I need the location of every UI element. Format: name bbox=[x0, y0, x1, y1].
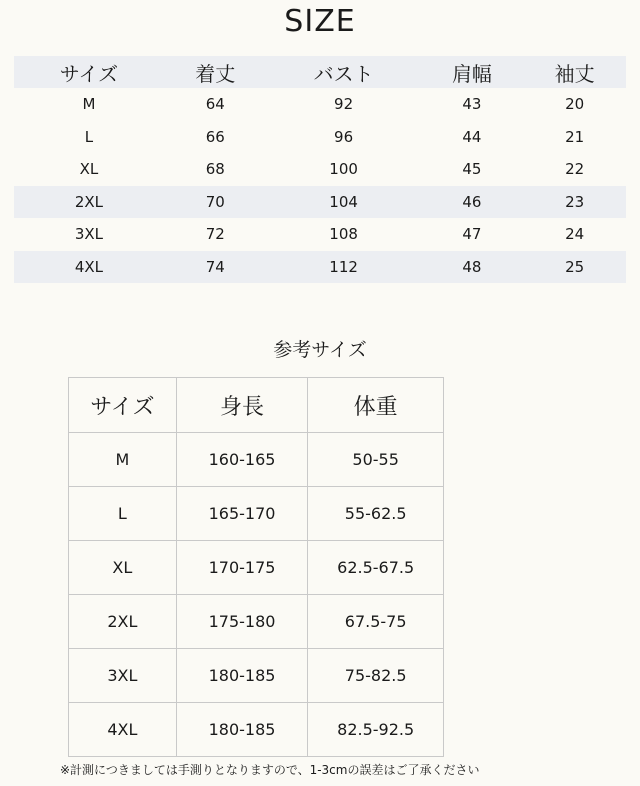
table-row bbox=[14, 251, 626, 284]
cell-height: 165-170 bbox=[176, 487, 308, 541]
cell-sleeve: 25 bbox=[523, 251, 626, 284]
table-row bbox=[14, 186, 626, 219]
header-size: サイズ bbox=[69, 378, 177, 433]
cell-size: M bbox=[82, 95, 96, 114]
cell-shoulder: 44 bbox=[462, 127, 482, 146]
table-row bbox=[14, 121, 626, 154]
header-size: サイズ bbox=[14, 56, 164, 88]
cell-bust: 112 bbox=[267, 251, 421, 284]
cell-weight: 67.5-75 bbox=[308, 595, 444, 649]
reference-table-header bbox=[69, 378, 444, 433]
cell-sleeve: 22 bbox=[565, 160, 585, 179]
cell-shoulder: 45 bbox=[462, 160, 482, 179]
cell-size: 3XL bbox=[69, 649, 177, 703]
reference-table bbox=[68, 377, 444, 757]
cell-height: 180-185 bbox=[176, 649, 308, 703]
cell-size: 3XL bbox=[74, 225, 104, 244]
table-row bbox=[69, 541, 444, 595]
reference-title: 参考サイズ bbox=[273, 339, 367, 361]
header-bust: バスト bbox=[267, 56, 421, 88]
cell-length: 64 bbox=[205, 95, 225, 114]
cell-weight: 62.5-67.5 bbox=[308, 541, 444, 595]
cell-size: M bbox=[69, 433, 177, 487]
cell-size: 2XL bbox=[14, 186, 164, 219]
header-length: 着丈 bbox=[164, 56, 267, 88]
cell-length: 68 bbox=[205, 160, 225, 179]
cell-height: 170-175 bbox=[176, 541, 308, 595]
cell-shoulder: 46 bbox=[421, 186, 524, 219]
table-row bbox=[14, 88, 626, 121]
cell-weight: 55-62.5 bbox=[308, 487, 444, 541]
table-row bbox=[69, 433, 444, 487]
cell-sleeve: 21 bbox=[565, 127, 585, 146]
cell-size: 2XL bbox=[69, 595, 177, 649]
table-row bbox=[69, 595, 444, 649]
cell-sleeve: 20 bbox=[565, 95, 585, 114]
table-row bbox=[14, 218, 626, 251]
cell-shoulder: 47 bbox=[462, 225, 482, 244]
size-table bbox=[14, 56, 626, 283]
cell-sleeve: 23 bbox=[523, 186, 626, 219]
cell-size: XL bbox=[79, 160, 99, 179]
cell-bust: 92 bbox=[334, 95, 354, 114]
page-title: SIZE bbox=[284, 4, 356, 39]
table-row bbox=[69, 703, 444, 757]
cell-size: XL bbox=[69, 541, 177, 595]
header-shoulder: 肩幅 bbox=[421, 56, 524, 88]
cell-height: 160-165 bbox=[176, 433, 308, 487]
header-weight: 体重 bbox=[308, 378, 444, 433]
cell-size: 4XL bbox=[69, 703, 177, 757]
cell-weight: 82.5-92.5 bbox=[308, 703, 444, 757]
cell-length: 72 bbox=[205, 225, 225, 244]
cell-shoulder: 43 bbox=[462, 95, 482, 114]
cell-length: 74 bbox=[164, 251, 267, 284]
cell-bust: 104 bbox=[267, 186, 421, 219]
cell-weight: 50-55 bbox=[308, 433, 444, 487]
cell-bust: 96 bbox=[334, 127, 354, 146]
cell-shoulder: 48 bbox=[421, 251, 524, 284]
header-sleeve: 袖丈 bbox=[523, 56, 626, 88]
cell-length: 70 bbox=[164, 186, 267, 219]
cell-height: 175-180 bbox=[176, 595, 308, 649]
cell-size: L bbox=[84, 127, 94, 146]
cell-sleeve: 24 bbox=[565, 225, 585, 244]
cell-height: 180-185 bbox=[176, 703, 308, 757]
cell-weight: 75-82.5 bbox=[308, 649, 444, 703]
header-height: 身長 bbox=[176, 378, 308, 433]
table-row bbox=[69, 649, 444, 703]
measurement-note: ※計測につきましては手測りとなりますので、1-3cmの誤差はご了承ください bbox=[60, 763, 480, 777]
cell-size: 4XL bbox=[14, 251, 164, 284]
table-row bbox=[69, 487, 444, 541]
cell-bust: 100 bbox=[329, 160, 358, 179]
cell-size: L bbox=[69, 487, 177, 541]
size-table-header bbox=[14, 56, 626, 88]
cell-bust: 108 bbox=[329, 225, 358, 244]
cell-length: 66 bbox=[205, 127, 225, 146]
table-row bbox=[14, 153, 626, 186]
